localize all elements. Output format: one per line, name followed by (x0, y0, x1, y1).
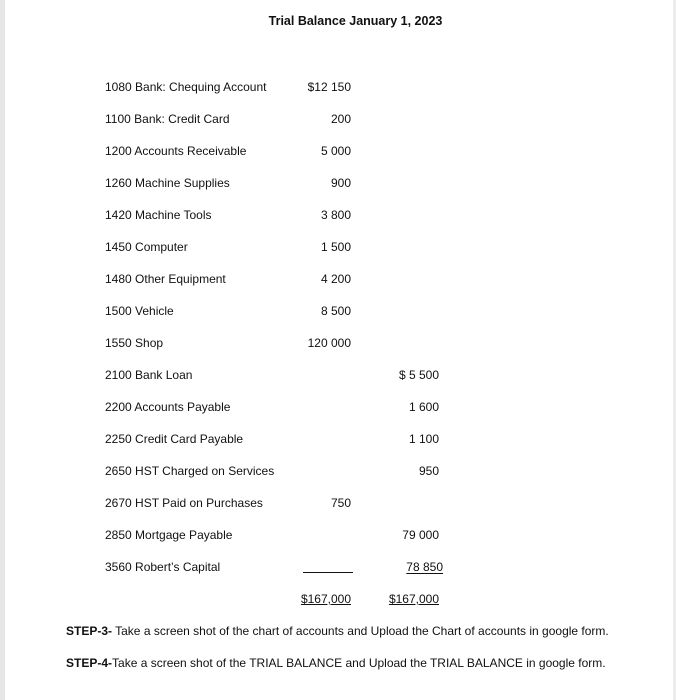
table-row (0, 431, 676, 447)
account-name: 1080 Bank: Chequing Account (105, 80, 267, 94)
step-3-text: Take a screen shot of the chart of accounts and Upload the Chart of accounts in google form. (112, 624, 609, 638)
debit-amount: $12 150 (307, 80, 351, 94)
account-name: 1260 Machine Supplies (105, 176, 230, 190)
table-row (0, 367, 676, 383)
step-4-text: Take a screen shot of the TRIAL BALANCE and Upload the TRIAL BALANCE in google form. (112, 656, 606, 670)
table-row (0, 79, 676, 95)
step-4-label: STEP-4- (66, 656, 113, 670)
account-name: 1550 Shop (105, 336, 164, 350)
credit-amount: 1 100 (408, 432, 439, 446)
page-title: Trial Balance January 1, 2023 (268, 14, 443, 28)
account-name: 1450 Computer (105, 240, 188, 254)
table-row (0, 239, 676, 255)
table-row (0, 559, 676, 575)
debit-amount: 8 500 (320, 304, 351, 318)
credit-amount: 1 600 (408, 400, 439, 414)
step-3-instruction (66, 623, 609, 639)
debit-amount: 4 200 (320, 272, 351, 286)
table-row (0, 207, 676, 223)
debit-amount: 120 000 (307, 336, 351, 350)
credit-amount: 78 850 (406, 560, 443, 574)
table-row (0, 495, 676, 511)
debit-amount: 200 (330, 112, 351, 126)
account-name: 2650 HST Charged on Services (105, 464, 275, 478)
debit-amount: 5 000 (320, 144, 351, 158)
account-name: 1200 Accounts Receivable (105, 144, 247, 158)
table-row (0, 335, 676, 351)
table-row (0, 527, 676, 543)
debit-amount: 1 500 (320, 240, 351, 254)
table-row (0, 271, 676, 287)
debit-amount: 3 800 (320, 208, 351, 222)
account-name: 3560 Robert’s Capital (105, 560, 221, 574)
account-name: 1420 Machine Tools (105, 208, 212, 222)
account-name: 1100 Bank: Credit Card (105, 112, 230, 126)
table-row (0, 399, 676, 415)
account-name: 2850 Mortgage Payable (105, 528, 233, 542)
account-name: 2250 Credit Card Payable (105, 432, 244, 446)
account-name: 2670 HST Paid on Purchases (105, 496, 263, 510)
account-name: 2200 Accounts Payable (105, 400, 231, 414)
credit-amount: 79 000 (402, 528, 439, 542)
credit-total: $167,000 (388, 592, 439, 606)
step-4-instruction (66, 655, 606, 671)
table-row (0, 143, 676, 159)
totals-row (0, 591, 676, 607)
step-3-label: STEP-3- (66, 624, 113, 638)
credit-amount: $ 5 500 (398, 368, 439, 382)
account-name: 1480 Other Equipment (105, 272, 226, 286)
debit-total: $167,000 (300, 592, 351, 606)
debit-underline (303, 572, 353, 573)
account-name: 1500 Vehicle (105, 304, 174, 318)
table-row (0, 303, 676, 319)
table-row (0, 175, 676, 191)
table-row (0, 111, 676, 127)
credit-amount: 950 (418, 464, 439, 478)
table-row (0, 463, 676, 479)
account-name: 2100 Bank Loan (105, 368, 193, 382)
debit-amount: 750 (330, 496, 351, 510)
debit-amount: 900 (330, 176, 351, 190)
